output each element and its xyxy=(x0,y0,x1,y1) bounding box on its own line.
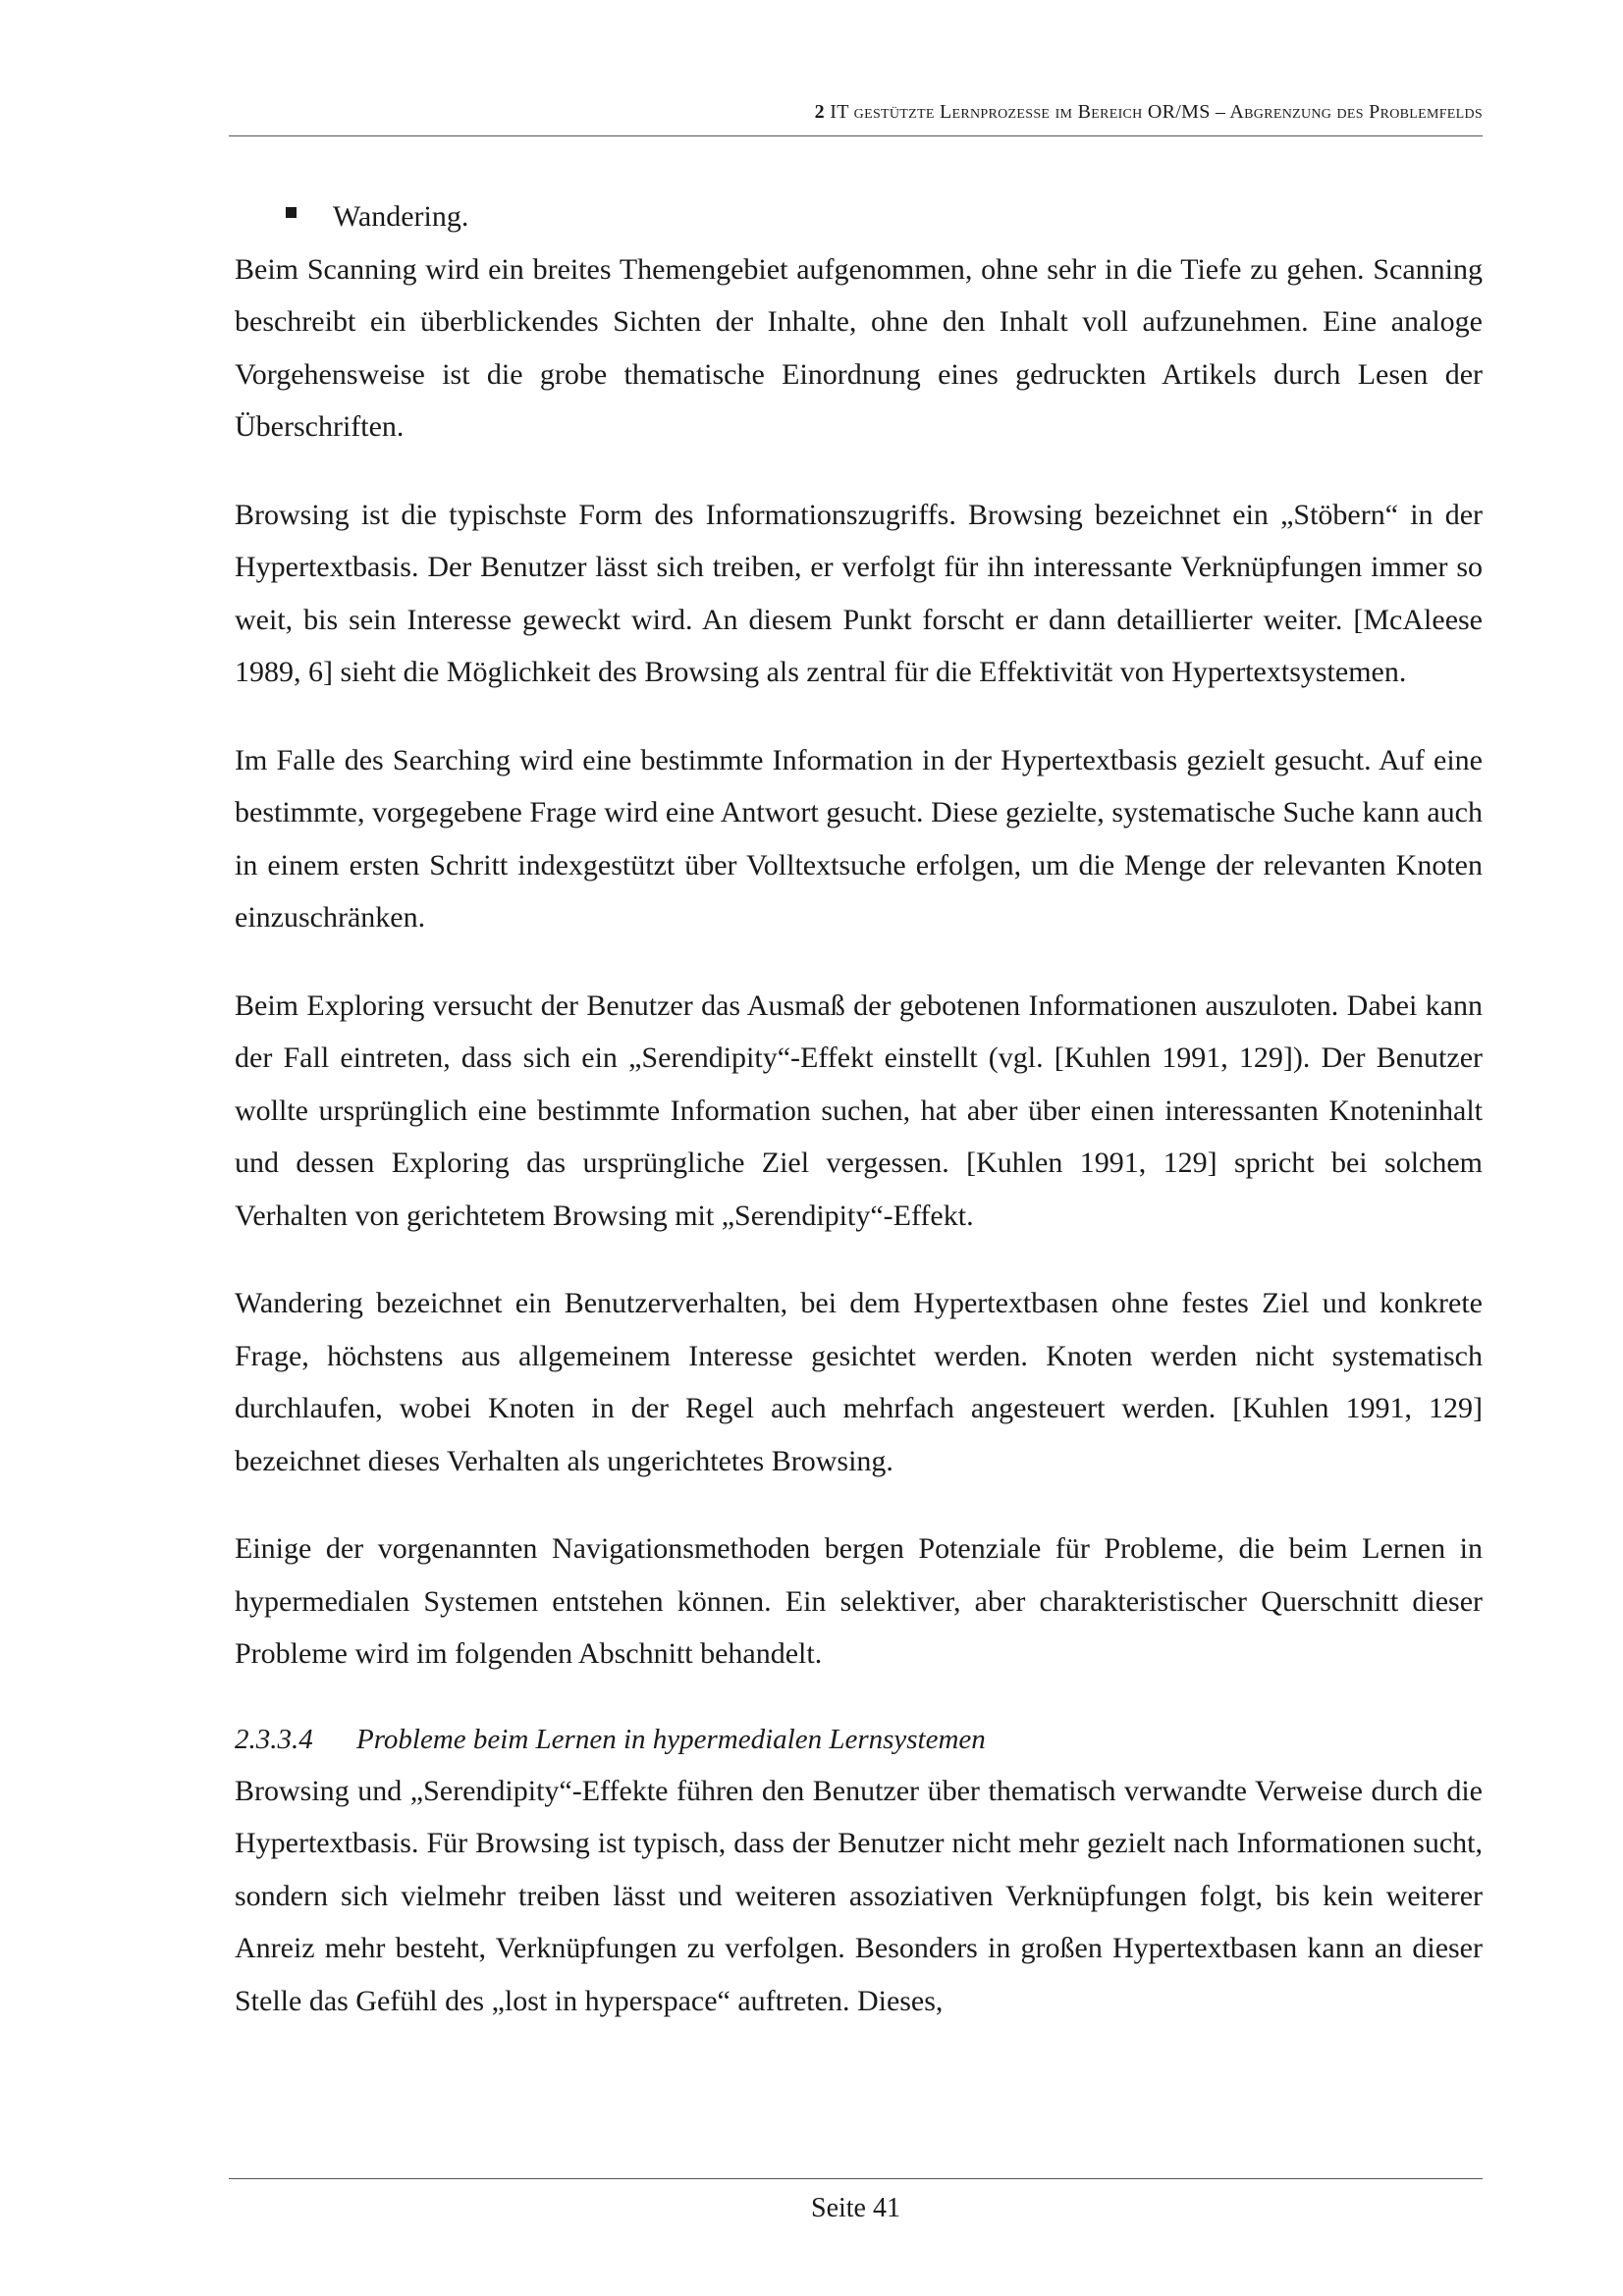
bullet-item-text: Wandering. xyxy=(333,200,469,233)
running-header xyxy=(229,98,1483,136)
section-number: 2.3.3.4 xyxy=(235,1723,313,1755)
bullet-item xyxy=(235,190,1483,243)
body-text xyxy=(235,190,1483,2062)
page-number: Seite 41 xyxy=(811,2193,900,2223)
paragraph-transition: Einige der vorgenannten Navigationsmethoden bergen Potenziale für Probleme, die beim Lernen in hypermedialen Systemen entstehen können. Ein selektiver, aber charakteristischer Querschnitt dieser Probleme wird im folgenden Abschnitt behandelt. xyxy=(235,1532,1483,1670)
bullet-square-icon xyxy=(286,207,297,218)
paragraph-searching: Im Falle des Searching wird eine bestimmte Information in der Hypertextbasis gezielt gesucht. Auf eine bestimmte, vorgegebene Frage wird eine Antwort gesucht. Diese gezielte, systematische Suche kann auch in einem ersten Schritt indexgestützt über Volltextsuche erfolgen, um die Menge der relevanten Knoten einzuschränken. xyxy=(235,743,1483,934)
section-title: Probleme beim Lernen in hypermedialen Lernsystemen xyxy=(356,1723,986,1755)
paragraph-browsing: Browsing ist die typischste Form des Informationszugriffs. Browsing bezeichnet ein „Stöbern“ in der Hypertextbasis. Der Benutzer lässt sich treiben, er verfolgt für ihn interessante Verknüpfungen immer so weit, bis sein Interesse geweckt wird. An diesem Punkt forscht er dann detaillierter weiter. [McAleese 1989, 6] sieht die Möglichkeit des Browsing als zentral für die Effektivität von Hypertextsystemen. xyxy=(235,498,1483,688)
header-title: IT gestützte Lernprozesse im Bereich OR/MS – Abgrenzung des Problemfelds xyxy=(830,101,1483,123)
header-chapter-number: 2 xyxy=(814,101,825,123)
paragraph-section-intro: Browsing und „Serendipity“-Effekte führen den Benutzer über thematisch verwandte Verweise durch die Hypertextbasis. Für Browsing ist typisch, dass der Benutzer nicht mehr gezielt nach Informationen sucht, sondern sich vielmehr treiben lässt und weiteren assoziativen Verknüpfungen folgt, bis kein weiterer Anreiz mehr besteht, Verknüpfungen zu verfolgen. Besonders in großen Hypertextbasen kann an dieser Stelle das Gefühl des „lost in hyperspace“ auftreten. Dieses, xyxy=(235,1774,1483,2017)
paragraph-wandering: Wandering bezeichnet ein Benutzerverhalten, bei dem Hypertextbasen ohne festes Ziel und konkrete Frage, höchstens aus allgemeinem Interesse gesichtet werden. Knoten werden nicht systematisch durchlaufen, wobei Knoten in der Regel auch mehrfach angesteuert werden. [Kuhlen 1991, 129] bezeichnet dieses Verhalten als ungerichtetes Browsing. xyxy=(235,1287,1483,1477)
page-footer xyxy=(229,2178,1483,2226)
paragraph-exploring: Beim Exploring versucht der Benutzer das Ausmaß der gebotenen Informationen auszuloten. Dabei kann der Fall eintreten, dass sich ein „Serendipity“-Effekt einstellt (vgl. [Kuhlen 1991, 129]). Der Benutzer wollte ursprünglich eine bestimmte Information suchen, hat aber über einen interessanten Knoteninhalt und dessen Exploring das ursprüngliche Ziel vergessen. [Kuhlen 1991, 129] spricht bei solchem Verhalten von gerichtetem Browsing mit „Serendipity“-Effekt. xyxy=(235,988,1483,1232)
section-heading xyxy=(235,1716,1483,1763)
paragraph-scanning: Beim Scanning wird ein breites Themengebiet aufgenommen, ohne sehr in die Tiefe zu gehen. Scanning beschreibt ein überblickendes Sichten der Inhalte, ohne den Inhalt voll aufzunehmen. Eine analoge Vorgehensweise ist die grobe thematische Einordnung eines gedruckten Artikels durch Lesen der Überschriften. xyxy=(235,252,1483,443)
